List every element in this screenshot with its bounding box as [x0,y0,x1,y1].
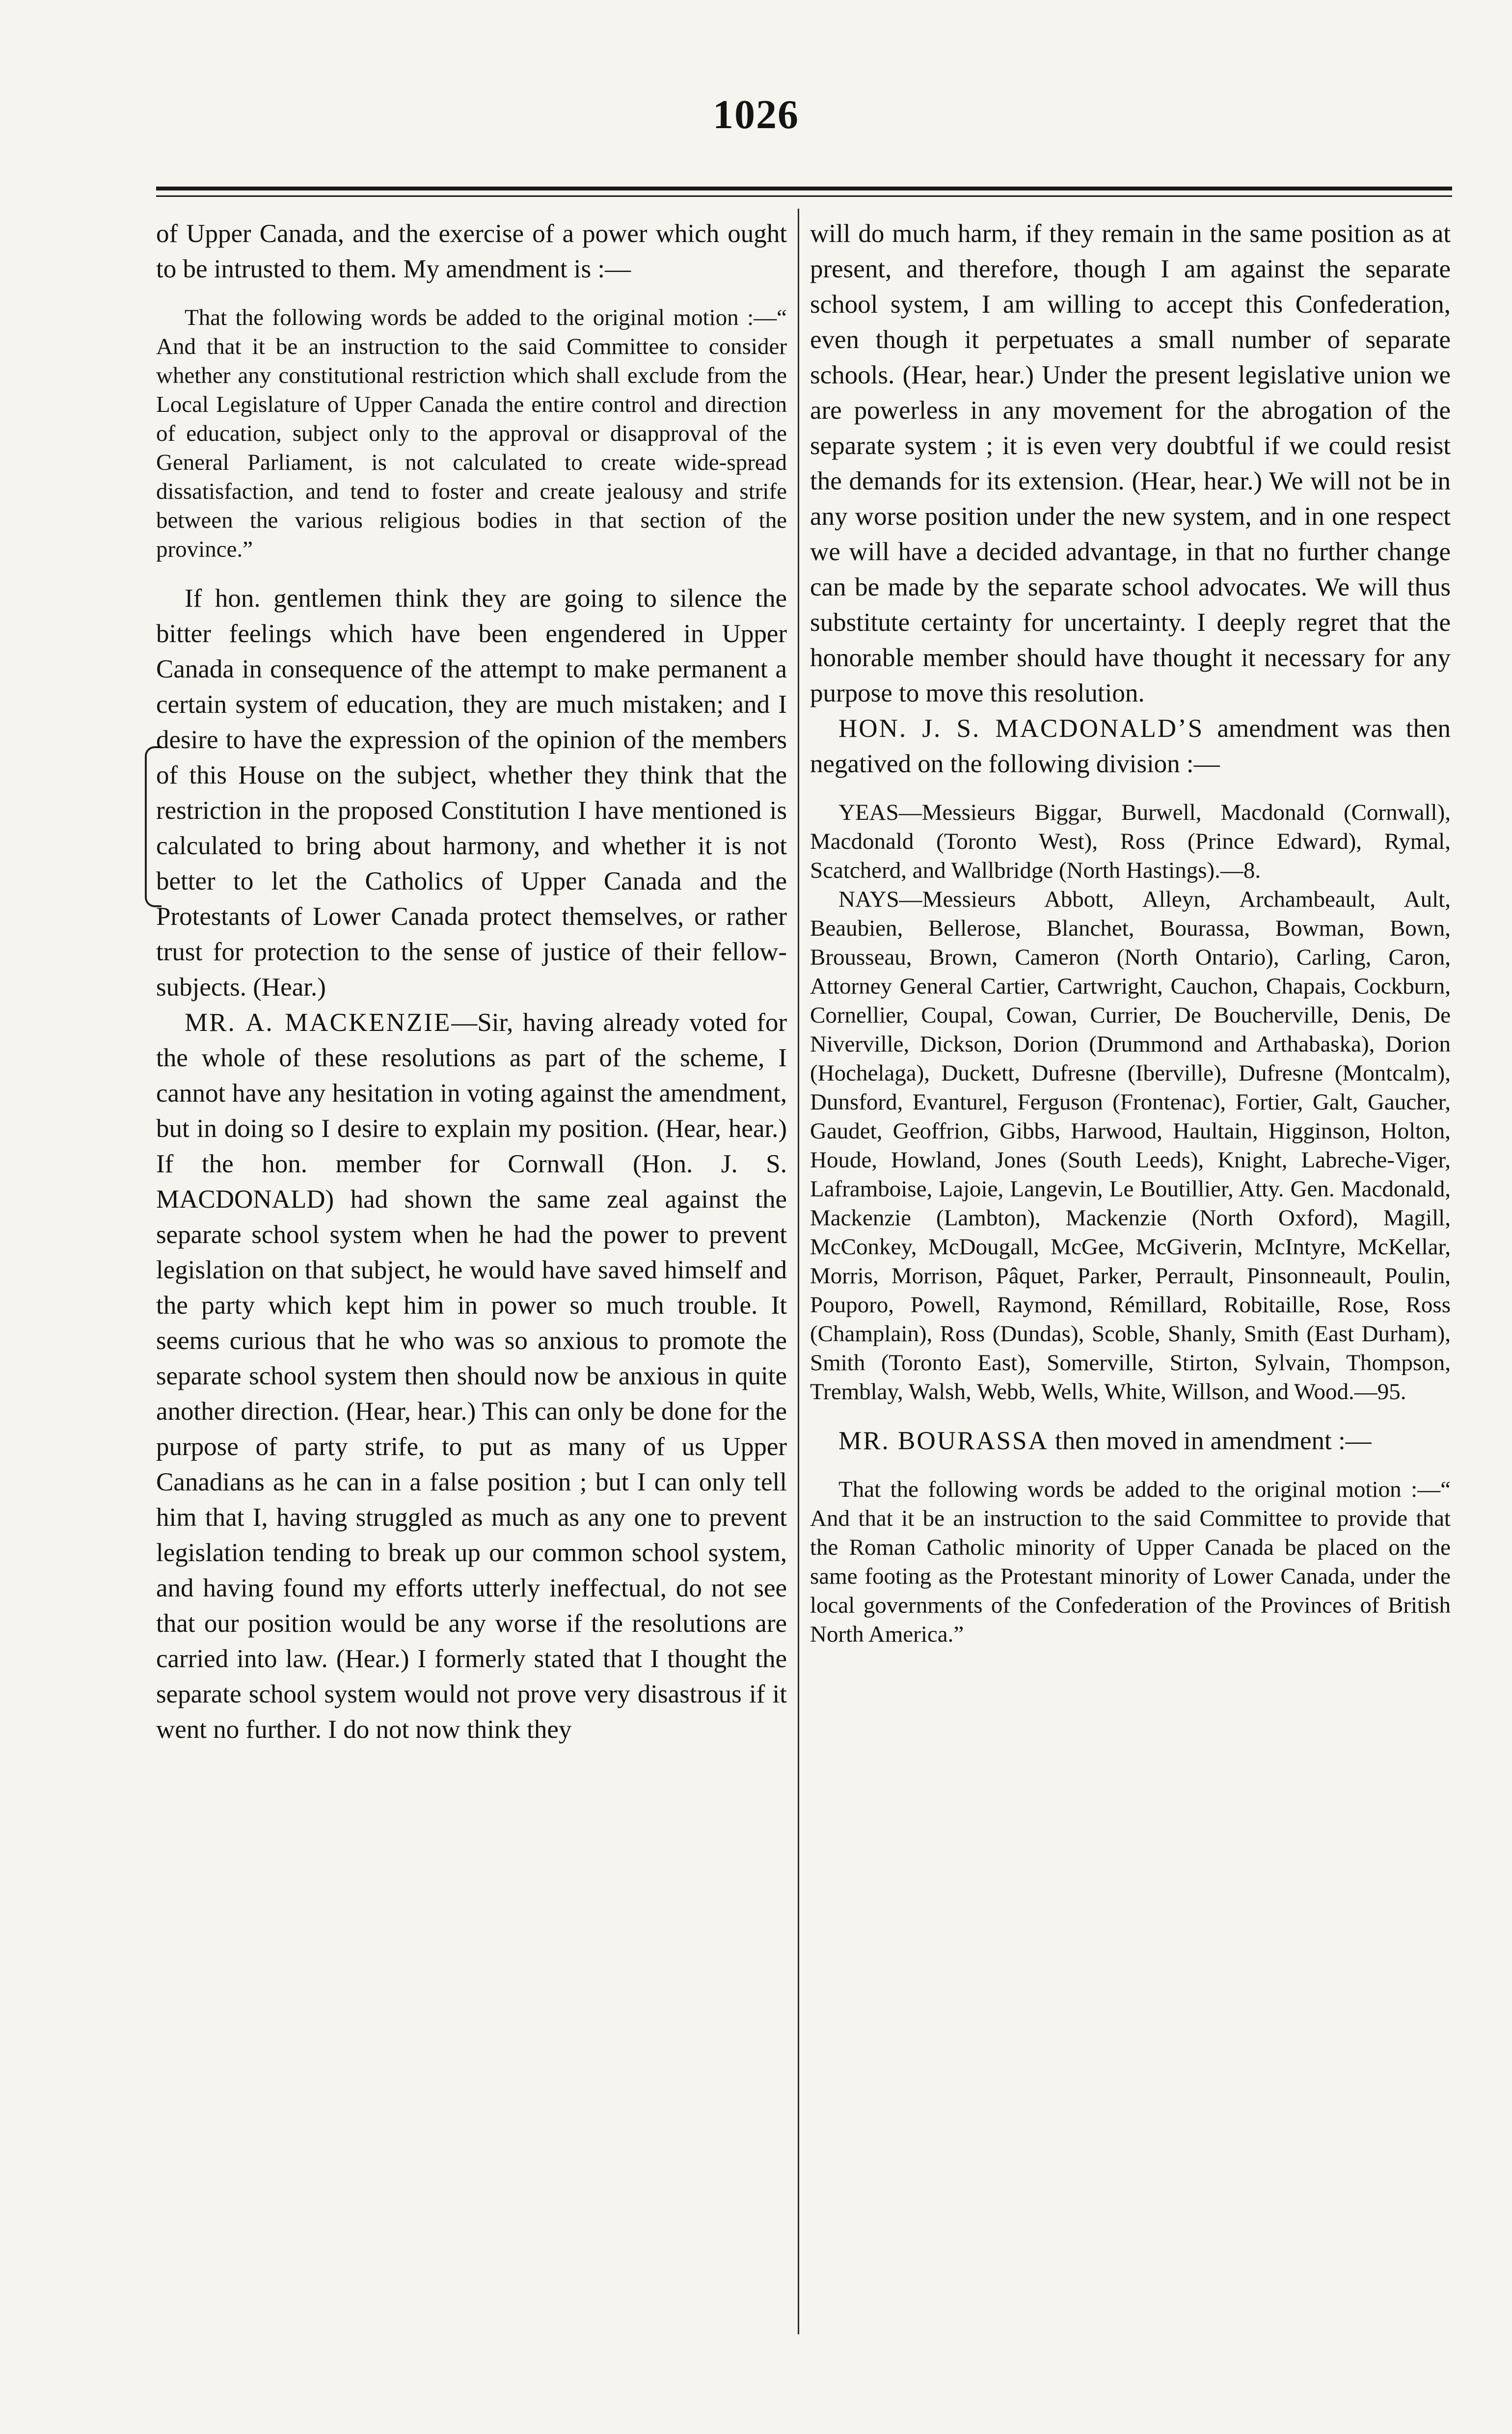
right-column [810,216,1451,1649]
bourassa-motion [810,1423,1451,1459]
left-paragraph-1: of Upper Canada, and the exercise of a power which ought to be intrusted to them. My amendment is :— [156,219,787,283]
mackenzie-speech-text: —Sir, having already voted for the whole of these resolutions as part of the scheme, I cannot have any hesitation in voting against the amendment, but in doing so I desire to explain my position. (Hear, hear.) If the hon. member for Cornwall (Hon. J. S. MACDONALD) had shown the same zeal against the separate school system when he had the power to prevent legislation on that subject, he would have saved himself and the party which kept him in power so much trouble. It seems curious that he who was so anxious to promote the separate school system then should now be anxious in quite another direction. (Hear, hear.) This can only be done for the purpose of party strife, to put as many of us Upper Canadians as he can in a false position ; but I can only tell him that I, having struggled as much as any one to prevent legislation tending to break up our common school system, and having found my efforts utterly ineffectual, do not see that our position would be any worse if the resolutions are carried into law. (Hear.) I formerly stated that I thought the separate school system would not prove very disastrous if it went no further. I do not now think they [156,1008,787,1744]
column-divider [798,209,799,2334]
division-intro [810,711,1451,782]
left-paragraph-2: If hon. gentlemen think they are going to silence the bitter feelings which have been engendered in Upper Canada in consequence of the attempt to make permanent a certain system of education, they are much mistaken; and I desire to have the expression of the opinion of the members of this House on the subject, whether they think that the restriction in the proposed Constitution I have mentioned is calculated to bring about harmony, and whether it is not better to let the Catholics of Upper Canada and the Protestants of Lower Canada protect themselves, or rather trust for protection to the sense of justice of their fellow-subjects. (Hear.) [156,584,787,1001]
header-rule-thin [156,195,1452,197]
speaker-name: HON. J. S. MACDONALD’S [838,714,1204,743]
right-paragraph-1: will do much harm, if they remain in the same position as at present, and therefore, though I am against the separate school system, I am willing to accept this Confederation, even though it perpetuates a small number of separate schools. (Hear, hear.) Under the present legislative union we are powerless in any movement for the abrogation of the separate system ; it is even very doubtful if we could resist the demands for its extension. (Hear, hear.) We will not be in any worse position under the new system, and in one respect we will have a decided advantage, in that no further change can be made by the separate school advocates. We will thus substitute certainty for uncertainty. I deeply regret that the honorable member should have thought it necessary for any purpose to move this resolution. [810,219,1451,707]
mackenzie-speech [156,1005,787,1747]
speaker-name: MR. A. MACKENZIE [185,1008,452,1037]
yeas-list: YEAS—Messieurs Biggar, Burwell, Macdonald (Cornwall), Macdonald (Toronto West), Ross (Prince Edward), Rymal, Scatcherd, and Wallbridge (North Hastings).—8. [810,800,1451,883]
bourassa-motion-text: then moved in amendment :— [1048,1427,1372,1455]
header-rule [156,187,1452,190]
speaker-name: MR. BOURASSA [838,1427,1049,1455]
nays-list: NAYS—Messieurs Abbott, Alleyn, Archambeault, Ault, Beaubien, Bellerose, Blanchet, Bourassa, Bowman, Bown, Brousseau, Brown, Cameron (North Ontario), Carling, Caron, Attorney General Cartier, Cartwright, Cauchon, Chapais, Cockburn, Cornellier, Coupal, Cowan, Currier, De Boucherville, Denis, De Niverville, Dickson, Dorion (Drummond and Arthabaska), Dorion (Hochelaga), Duckett, Dufresne (Iberville), Dufresne (Montcalm), Dunsford, Evanturel, Ferguson (Frontenac), Fortier, Galt, Gaucher, Gaudet, Geoffrion, Gibbs, Harwood, Haultain, Higginson, Holton, Houde, Howland, Jones (South Leeds), Knight, Labreche-Viger, Laframboise, Lajoie, Langevin, Le Boutillier, Atty. Gen. Macdonald, Mackenzie (Lambton), Mackenzie (North Oxford), Magill, McConkey, McDougall, McGee, McGiverin, McIntyre, McKellar, Morris, Morrison, Pâquet, Parker, Perrault, Pinsonneault, Poulin, Pouporo, Powell, Raymond, Rémillard, Robitaille, Rose, Ross (Champlain), Ross (Dundas), Scoble, Shanly, Smith (East Durham), Smith (Toronto East), Somerville, Stirton, Sylvain, Thompson, Tremblay, Walsh, Webb, Wells, White, Willson, and Wood.—95. [810,887,1451,1405]
left-column [156,216,787,1747]
left-amendment-quote: That the following words be added to the original motion :—“ And that it be an instruction to the said Committee to consider whether any constitutional restriction which shall exclude from the Local Legislature of Upper Canada the entire control and direction of education, subject only to the approval or disapproval of the General Parliament, is not calculated to create wide-spread dissatisfaction, and tend to foster and create jealousy and strife between the various religious bodies in that section of the province.” [156,305,787,562]
page-number: 1026 [713,92,799,137]
division-intro-text: amendment was then negatived on the following division :— [810,714,1451,778]
right-amendment-quote: That the following words be added to the original motion :—“ And that it be an instruction to the said Committee to provide that the Roman Catholic minority of Upper Canada be placed on the same footing as the Protestant minority of Lower Canada, under the local governments of the Confederation of the Provinces of British North America.” [810,1477,1451,1647]
